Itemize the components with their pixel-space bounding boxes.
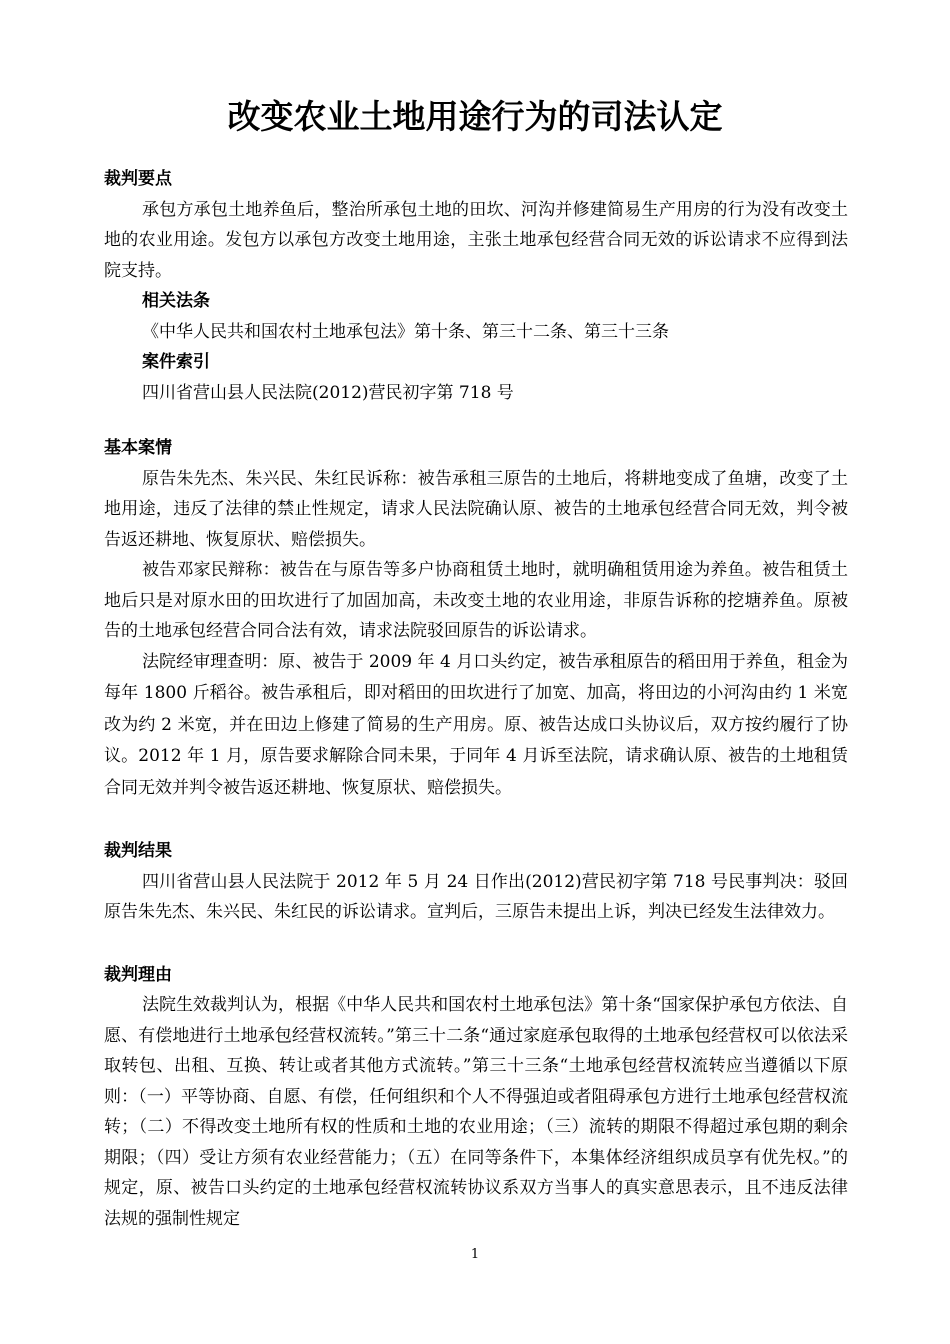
facts-paragraph-findings: 法院经审理查明：原、被告于 2009 年 4 月口头约定，被告承租原告的稻田用于养鱼，租金为每年 1800 斤稻谷。被告承租后，即对稻田的田坎进行了加宽、加高，将田边的小河沟由约 1 米宽改为约 2 米宽，并在田边上修建了简易的生产用房。原、被告达成口头协议后，双方按约履行了协议。2012 年 1 月，原告要求解除合同未果，于同年 4 月诉至法院，请求确认原、被告的土地租赁合同无效并判令被告返还耕地、恢复原状、赔偿损失。: [104, 651, 848, 798]
reasons-paragraph: 法院生效裁判认为，根据《中华人民共和国农村土地承包法》第十条“国家保护承包方依法、自愿、有偿地进行土地承包经营权流转。”第三十二条“通过家庭承包取得的土地承包经营权可以依法采取转包、出租、互换、转让或者其他方式流转。”第三十三条“土地承包经营权流转应当遵循以下原则：（一）平等协商、自愿、有偿，任何组织和个人不得强迫或者阻碍承包方进行土地承包经营权流转；（二）不得改变土地所有权的性质和土地的农业用途；（三）流转的期限不得超过承包期的剩余期限；（四）受让方须有农业经营能力；（五）在同等条件下，本集体经济组织成员享有优先权。”的规定，原、被告口头约定的土地承包经营权流转协议系双方当事人的真实意思表示，且不违反法律法规的强制性规定: [104, 995, 848, 1229]
document-title: 改变农业土地用途行为的司法认定: [227, 97, 723, 136]
facts-paragraph-defendant: 被告邓家民辩称：被告在与原告等多户协商租赁土地时，就明确租赁用途为养鱼。被告租赁土地后只是对原水田的田坎进行了加固加高，未改变土地的农业用途，非原告诉称的挖塘养鱼。原被告的土地承包经营合同合法有效，请求法院驳回原告的诉讼请求。: [104, 560, 848, 641]
page-number: 1: [470, 1247, 480, 1262]
case-index-paragraph: 四川省营山县人民法院(2012)营民初字第 718 号: [142, 382, 514, 403]
facts-paragraph-plaintiff: 原告朱先杰、朱兴民、朱红民诉称：被告承租三原告的土地后，将耕地变成了鱼塘，改变了土地用途，违反了法律的禁止性规定，请求人民法院确认原、被告的土地承包经营合同无效，判令被告返还耕地、恢复原状、赔偿损失。: [104, 468, 848, 550]
section-spacer: [104, 804, 848, 836]
section-heading-facts: 基本案情: [104, 438, 172, 458]
result-paragraph: 四川省营山县人民法院于 2012 年 5 月 24 日作出(2012)营民初字第 718 号民事判决：驳回原告朱先杰、朱兴民、朱红民的诉讼请求。宣判后，三原告未提出上诉，判决已经发生法律效力。: [104, 871, 848, 922]
section-heading-reasons: 裁判理由: [104, 964, 172, 985]
points-paragraph: 承包方承包土地养鱼后，整治所承包土地的田坎、河沟并修建简易生产用房的行为没有改变土地的农业用途。发包方以承包方改变土地用途，主张土地承包经营合同无效的诉讼请求不应得到法院支持。: [104, 199, 848, 281]
section-spacer: [104, 408, 848, 433]
section-heading-result: 裁判结果: [104, 841, 172, 861]
section-spacer: [104, 928, 848, 960]
laws-paragraph: 《中华人民共和国农村土地承包法》第十条、第三十二条、第三十三条: [142, 321, 669, 342]
section-heading-case-index: 案件索引: [142, 352, 210, 372]
section-heading-points: 裁判要点: [104, 169, 172, 189]
document-body: [104, 164, 848, 1234]
section-heading-laws: 相关法条: [142, 291, 210, 311]
